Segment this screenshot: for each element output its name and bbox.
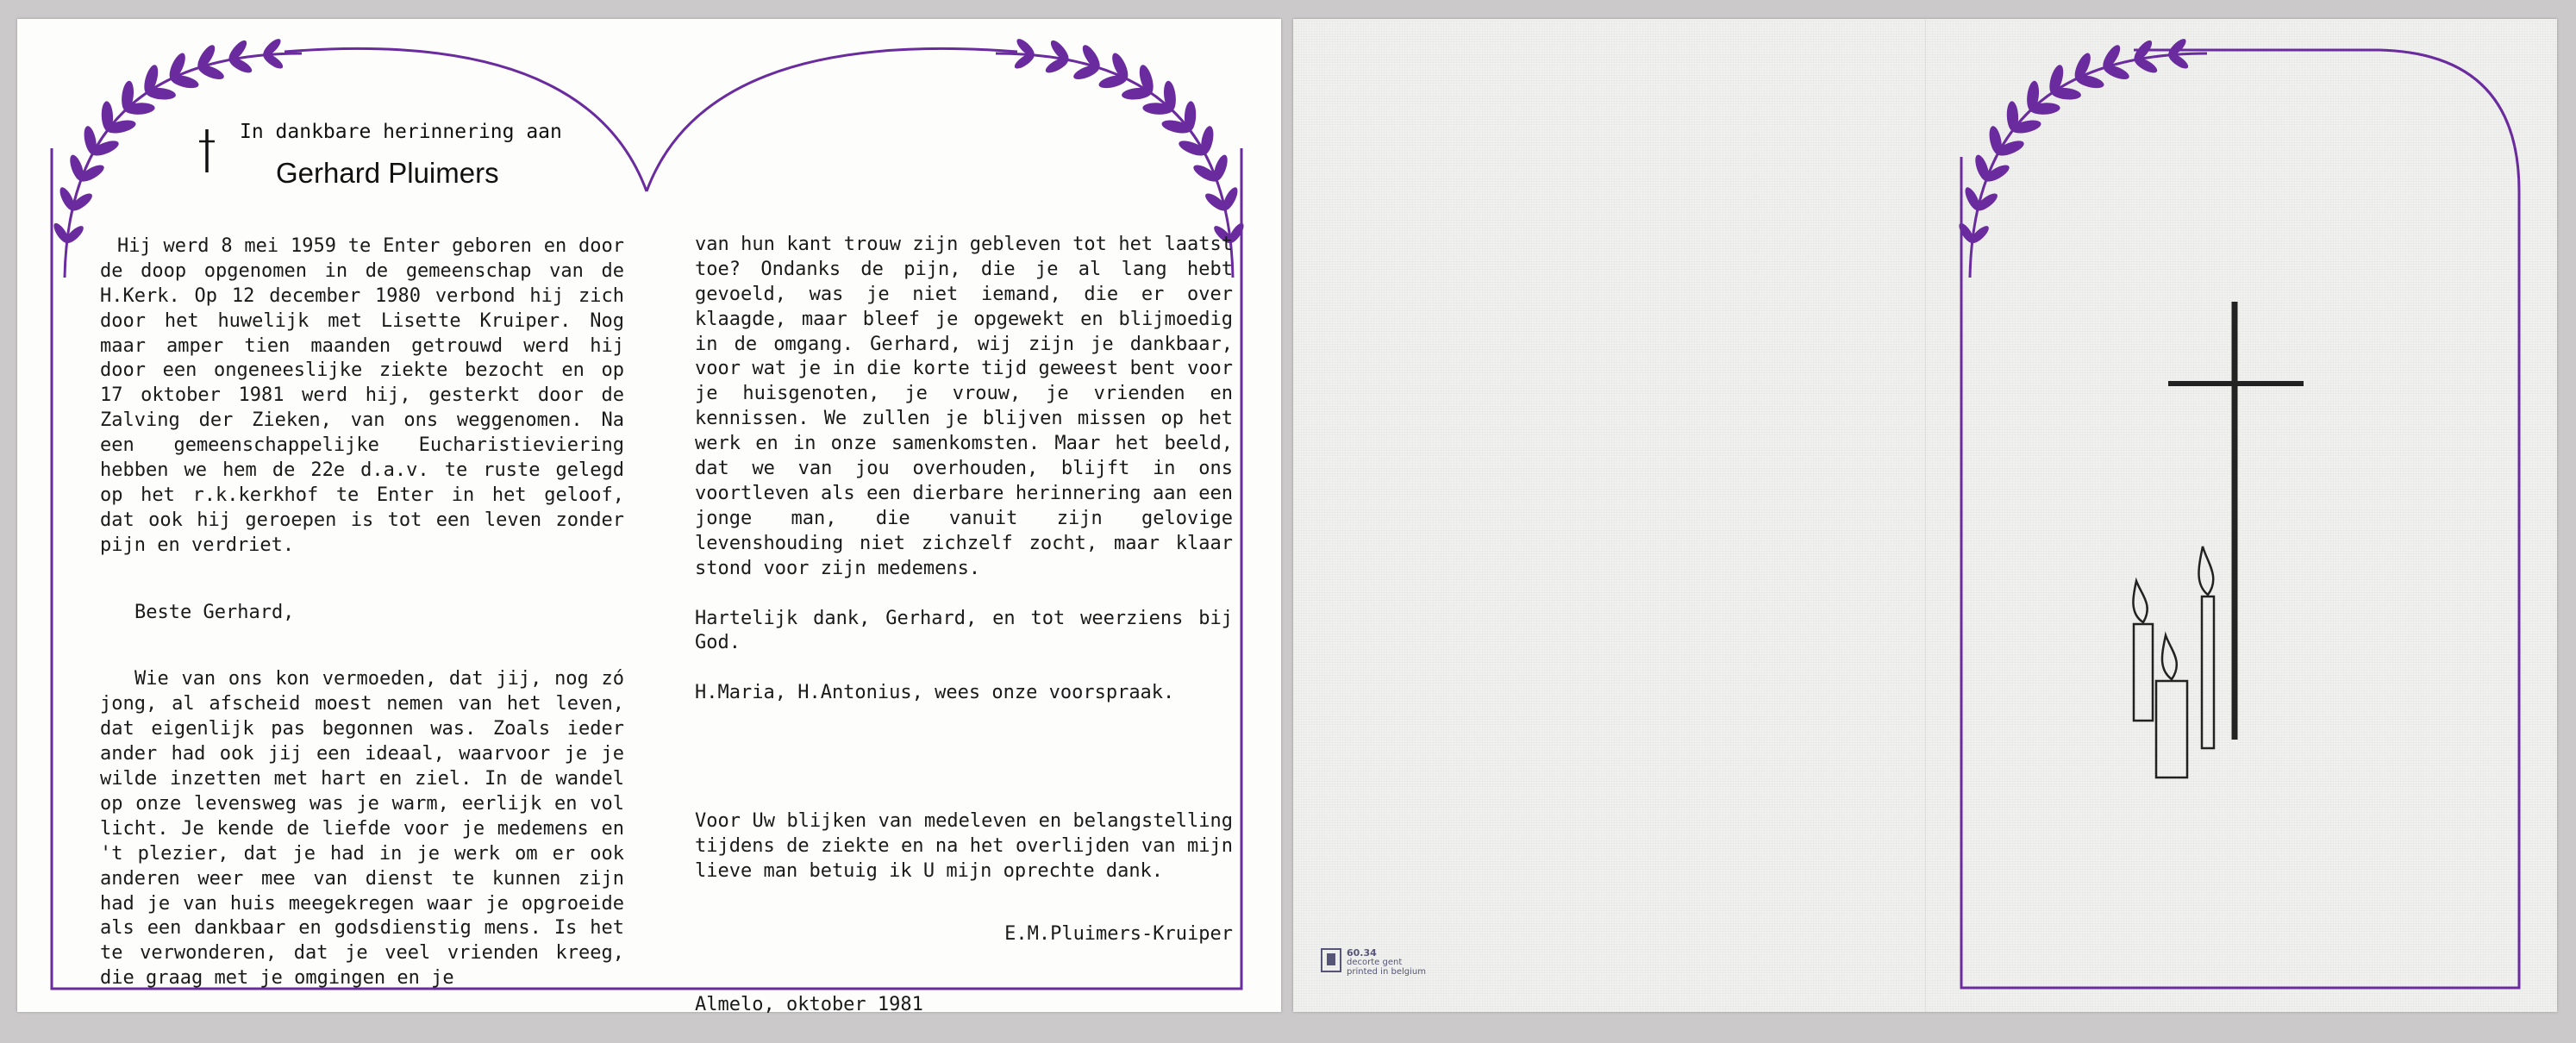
publisher-note: printed in belgium: [1347, 967, 1426, 977]
publisher-text: [1347, 948, 1426, 977]
biography-paragraph: Hij werd 8 mei 1959 te Enter geboren en door de doop opgenomen in de gemeenschap van de H.Kerk. Op 12 december 1980 verbond hij zich door het huwelijk met Lisette Kruiper. Nog maar amper tien maanden getrouwd werd hij door een ongeneeslijke ziekte bezocht en op 17 oktober 1981 werd hij, gesterkt door de Zalving der Zieken, van ons weggenomen. Na een gemeenschappelijke Eucharistieviering hebben we hem de 22e d.a.v. te ruste gelegd op het r.k.kerkhof te Enter in het geloof, dat ook hij geroepen is tot een leven zonder pijn en verdriet.: [100, 234, 624, 556]
publisher-logo-icon: [1321, 948, 1341, 972]
prayer-line: H.Maria, H.Antonius, wees onze voorspraak.: [695, 682, 1175, 704]
publisher-code: 60.34: [1347, 947, 1377, 959]
closing-block: [695, 784, 1233, 1043]
place-date: Almelo, oktober 1981: [695, 994, 923, 1016]
publisher-mark: [1321, 948, 1426, 977]
tribute-paragraph: Wie van ons kon vermoeden, dat jij, nog zó jong, al afscheid moest nemen van het leven, dat eigenlijk pas begonnen was. Zoals ieder ander had ook jij een ideaal, waarvoor je je wilde inzetten met hart en ziel. In de wandel op onze levensweg was je warm, eerlijk en vol licht. Je kende de liefde voor je medemens en 't plezier, dat je had in je werk om er ook anderen weer mee van dienst te kunnen zijn had je van huis meegekregen waar je opgroeide als een dankbaar en godsdienstig mens. Is het te verwonderen, dat je veel vrienden kreeg, die graag met je omgingen en je: [100, 668, 624, 990]
frame-arc-right: [647, 48, 1017, 191]
deceased-name: Gerhard Pluimers: [276, 157, 499, 189]
front-frame-border: [1961, 50, 2519, 988]
cross-icon: [199, 129, 215, 172]
text-column-left: [100, 209, 624, 1016]
publisher-name: decorte gent: [1347, 958, 1403, 967]
leaf-branch-icon: [1956, 36, 2207, 278]
tribute-continued: van hun kant trouw zijn gebleven tot het laatst toe? Ondanks de pijn, die je al lang hebt gevoeld, was je niet iemand, die er over klaagde, maar bleef je opgewekt en blijmoedig in de omgang. Gerhard, wij zijn je dankbaar, voor wat je in die korte tijd geweest bent voor je huisgenoten, je vrouw, je vrienden en kennissen. We zullen je blijven missen op het werk en in onze samenkomsten. Maar het beeld, dat we van jou overhouden, blijft in ons voortleven als een dierbare herinnering aan een jonge man, die vanuit zijn gelovige levenshouding niet zichzelf zocht, maar klaar stond voor zijn medemens.: [695, 233, 1233, 579]
candles-cross-icon: [2133, 302, 2304, 778]
outside-card: [1293, 19, 2557, 1012]
farewell-line: Hartelijk dank, Gerhard, en tot weerziens bij God.: [695, 607, 1233, 654]
thanks-paragraph: Voor Uw blijken van medeleven en belangstelling tijdens de ziekte en na het overlijden van mijn lieve man betuig ik U mijn oprechte dank.: [695, 809, 1233, 882]
text-column-right: [695, 208, 1233, 731]
inside-card: [17, 19, 1281, 1016]
signature: E.M.Pluimers-Kruiper: [1004, 922, 1233, 945]
salutation: Beste Gerhard,: [134, 601, 295, 623]
memorial-heading: In dankbare herinnering aan: [240, 121, 562, 143]
outside-ornament-frame: [1293, 19, 2557, 1012]
